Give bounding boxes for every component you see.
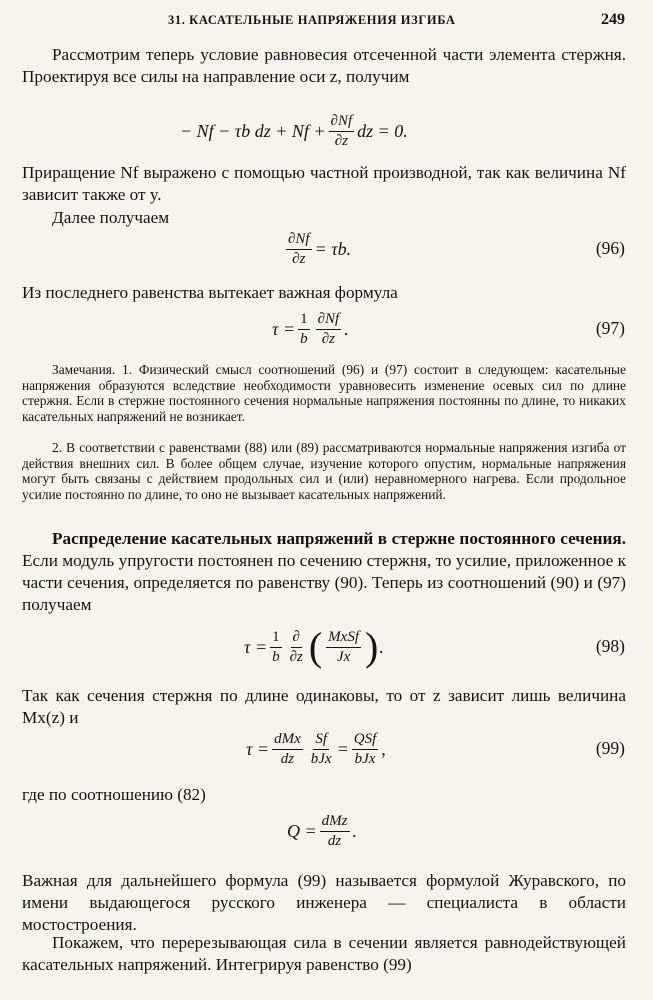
fraction [286, 232, 312, 267]
paragraph-increment: Приращение Nf выражено с помощью частной производной, так как величина Nf зависит также от y. [22, 163, 626, 204]
equation-99 [0, 724, 653, 774]
paragraph-where: где по соотношению (82) [22, 785, 206, 804]
equation-tail: . [344, 318, 349, 339]
fraction [309, 732, 334, 767]
paragraph-distribution [22, 528, 626, 616]
fraction-numerator: 1 [270, 630, 282, 648]
equation-lead: τ = [246, 738, 270, 759]
paragraph-zhuravsky: Важная для дальнейшего формула (99) называется формулой Журавского, по имени выдающегося русского инженера — специалиста в области мостостроения. [22, 871, 626, 934]
equation-balance [0, 106, 653, 156]
paragraph-shear-force: Покажем, что перерезывающая сила в сечении является равнодействующей касательных напряжений. Интегрируя равенство (99) [22, 933, 626, 974]
fraction-numerator: ∂Nf [316, 312, 342, 330]
fraction-numerator: Sf [313, 732, 329, 750]
fraction-numerator: ∂Nf [329, 114, 355, 132]
equation-lead: τ = [244, 636, 268, 657]
equation-96 [0, 224, 653, 274]
fraction [352, 732, 379, 767]
fraction [329, 114, 355, 149]
fraction-denominator: b [272, 648, 280, 665]
fraction [272, 732, 303, 767]
fraction [270, 630, 282, 665]
fraction-denominator: bJx [310, 750, 332, 767]
running-title: 31. КАСАТЕЛЬНЫЕ НАПРЯЖЕНИЯ ИЗГИБА [168, 13, 456, 27]
fraction [326, 630, 361, 665]
paragraph-important-formula: Из последнего равенства вытекает важная формула [22, 283, 398, 302]
fraction [316, 312, 342, 347]
right-parenthesis: ) [365, 624, 379, 669]
fraction [320, 814, 350, 849]
equation-tail: . [379, 636, 384, 657]
equation-lead: − Nf − τb dz + Nf + [180, 120, 326, 141]
fraction-numerator: MxSf [326, 630, 361, 648]
equation-number: (98) [595, 636, 625, 656]
equation-lead: τ = [272, 318, 296, 339]
section-heading: Распределение касательных напряжений в стержне постоянного сечения. [52, 529, 626, 548]
fraction-numerator: ∂ [291, 630, 302, 648]
fraction-denominator: Jx [336, 648, 351, 665]
equation-q [0, 806, 653, 856]
equation-tail: . [352, 820, 357, 841]
fraction-denominator: ∂z [292, 250, 306, 267]
fraction-denominator: ∂z [334, 132, 348, 149]
equation-tail: , [381, 738, 386, 759]
fraction-denominator: ∂z [321, 330, 336, 347]
equation-tail: dz = 0. [357, 120, 408, 141]
fraction-denominator: dz [280, 750, 295, 767]
fraction-numerator: QSf [352, 732, 379, 750]
paragraph-sections: Так как сечения стержня по длине одинаковы, то от z зависит лишь величина Mx(z) и [22, 686, 626, 727]
fraction-denominator: dz [327, 832, 342, 849]
remark-1: Замечания. 1. Физический смысл соотношений (96) и (97) состоит в следующем: касательные напряжения образуются вследствие необходимости уравновесить изменение осевых сил по длине стержня. Если в стержне постоянного сечения нормальные напряжения постоянны по длине, то никаких касательных напряжений не возникает. [22, 362, 626, 424]
equation-97 [0, 304, 653, 354]
fraction [298, 312, 310, 347]
paragraph-equilibrium: Рассмотрим теперь условие равновесия отсеченной части элемента стержня. Проектируя все силы на направление оси z, получим [22, 45, 626, 86]
equation-number: (97) [595, 318, 625, 338]
remark-2: 2. В соответствии с равенствами (88) или (89) рассматриваются нормальные напряжения изгиба от действия внешних сил. В более общем случае, изучение которого опустим, нормальные напряжения могут быть связаны с действием продольных сил и (или) неравномерного нагрева. Если продольное усилие постоянно по длине, то оно не вызывает касательных напряжений. [22, 440, 626, 502]
fraction-denominator: bJx [354, 750, 376, 767]
equation-tail: = τb. [314, 238, 352, 259]
equation-number: (99) [595, 738, 625, 758]
fraction-numerator: ∂Nf [286, 232, 312, 250]
fraction-numerator: 1 [298, 312, 310, 330]
fraction-numerator: dMx [272, 732, 303, 750]
fraction-numerator: dMz [320, 814, 350, 832]
fraction-denominator: ∂z [289, 648, 303, 665]
paragraph-distribution-text: Если модуль упругости постоянен по сечению стержня, то усилие, приложенное к части сечения, определяется по равенству (90). Теперь из соотношений (90) и (97) получаем [22, 551, 626, 614]
equation-number: (96) [595, 238, 625, 258]
page-header [0, 6, 653, 32]
page-number: 249 [601, 11, 625, 28]
left-parenthesis: ( [308, 624, 323, 669]
paragraph-further: Далее получаем [52, 208, 170, 227]
fraction [288, 630, 305, 665]
equals-sign: = [336, 738, 349, 759]
fraction-denominator: b [300, 330, 308, 347]
equation-98 [0, 622, 653, 672]
equation-lead: Q = [287, 820, 317, 841]
